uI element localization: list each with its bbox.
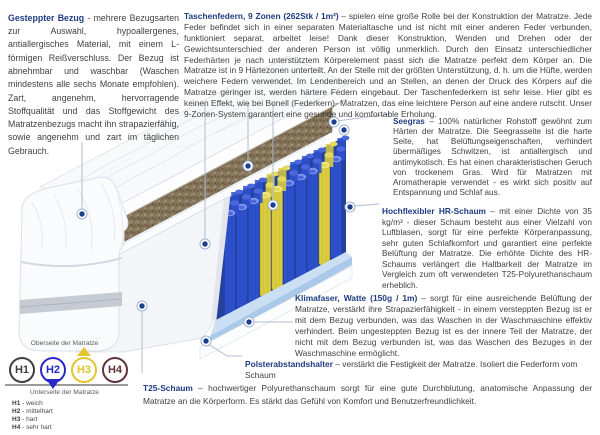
section-climate-fiber: Klimafaser, Watte (150g / 1m) – sorgt für eine ausreichende Belüftung der Matratze, verstärkt ihre Strapazierfähigkeit - in einem versteppten Bezug ist er mit dem Bezug verbunden, was das Waschen in der Waschmaschine effektiv verhindert. Beim ungesteppten Bezug ist es der innere Teil der Matratze, der nicht mit dem Bezug verbunden ist, was das Waschen des Bezuges in der Waschmaschine ermöglicht.: [295, 293, 592, 359]
zone-badge-h1: H1: [9, 357, 35, 383]
section-spacer: Polsterabstandshalter – verstärkt die Festigkeit der Matratze. Isoliert die Federform vom Schaum: [245, 359, 578, 381]
section-t25-foam: T25-Schaum – hochwertiger Polyurethanschaum sorgt für eine gute Durchblutung, anatomische Anpassung der Matratze an die Körperform. Es stärkt das Gefühl von Komfort und Benutzerfreundlichkeit.: [143, 383, 592, 406]
arrow-up-icon: [77, 347, 91, 356]
legend-bottom-label: Unterseite der Matratze: [30, 389, 99, 396]
zone-badge-h4: H4: [102, 357, 128, 383]
legend-top-label: Oberseite der Matratze: [30, 340, 99, 347]
hardness-legend: [0, 336, 135, 435]
arrow-down-icon: [46, 379, 60, 389]
zone-badge-h3: H3: [71, 357, 97, 383]
zone-list-item: H4 - sehr hart: [12, 423, 52, 431]
layer-marker-dot: [200, 239, 210, 249]
layer-marker-dot: [77, 209, 87, 219]
section-pocket-springs: Taschenfedern, 9 Zonen (262Stk / 1m²) – spielen eine große Rolle bei der Konstruktion der Matratze. Jede Feder befindet sich in einer separaten Materialtasche und ist nicht mit einer anderen Feder verbunden, funktioniert separat, arbeitet leise! Dank dieser Konstruktion, Wenden und Drehen oder der Gewichtsunterschied der anderen Person ist völlig unmerklich. Durch den Einsatz unterschiedlicher Federhärten je nach unterstütztem Körperelement passt sich die Matratze perfekt dem Körper an. Die Matratze ist in 9 Härtezonen unterteilt. An der Stelle mit der größten Unterstützung, d. h. um die Hüfte, werden weichere Federn verwendet. Im Lendenbereich und an Stellen, an denen der Druck des Körpers auf die Matratze geringer ist, werden härtere Federn eingebaut. Der Taschenfederkern ist sehr leise. Hier gibt es keinen Effekt, wie bei Bonell (Federkern)- Matratzen, das eine leichtere Person auf eine andere rutscht. Unser 9-Zonen-System garantiert eine gesunde und komfortable Erholung.: [184, 11, 592, 119]
zone-list-item: H1 - weich: [12, 400, 43, 407]
section-cover-heading: Gesteppter Bezug: [8, 12, 85, 23]
layer-marker-dot: [243, 161, 253, 171]
zone-list-item: H2 - mittelhart: [12, 407, 53, 415]
layer-marker-dot: [339, 125, 349, 135]
section-climate-fiber-heading: Klimafaser, Watte (150g / 1m): [295, 293, 418, 304]
section-spacer-heading: Polsterabstandshalter: [245, 359, 333, 370]
layer-marker-dot: [345, 202, 355, 212]
layer-marker-dot: [268, 200, 278, 210]
zone-list: [12, 400, 53, 432]
legend-baseline: [5, 384, 128, 386]
zone-badge-h2: H2: [40, 357, 66, 383]
section-hr-foam-heading: Hochflexibler HR-Schaum: [382, 206, 486, 217]
layer-marker-dot: [137, 301, 147, 311]
section-t25-foam-heading: T25-Schaum: [143, 383, 193, 394]
section-pocket-springs-heading: Taschenfedern, 9 Zonen (262Stk / 1m²): [184, 11, 339, 22]
section-seagrass-heading: Seegras: [393, 117, 425, 127]
zone-list-item: H3 - hart: [12, 415, 38, 423]
layer-marker-dot: [244, 317, 254, 327]
quilted-cover-end: [19, 177, 128, 351]
layer-marker-dot: [201, 336, 211, 346]
section-seagrass: Seegras – 100% natürlicher Rohstoff gewöhnt zum Härten der Matratze. Die Seegrasseite ist die harte Seite, hat Belüftungseigenschaften, verhindert übermäßiges Schwitzen, ist antiallergisch und antimykotisch. Es hat einen charakteristischen Geruch von trockenem Gras. Wird für Matratzen mit Aromatherapie verwendet - es wirkt sich positiv auf Entspannung und Schlaf aus.: [393, 117, 592, 197]
section-cover: Gesteppter Bezug - mehrere Bezugsarten zur Auswahl, hypoallergenes, antiallergisches Material, mit einem L-förmigen Reißverschluss. Der Bezug ist abnehmbar und waschbar (Waschen mindestens alle sechs Monate empfohlen). Zart, angenehm, hervorragende Stoffqualität und das Stoffgewicht des Matratzenbezugs macht ihn strapazierfähig, sowie angenehm und zart im täglichen Gebrauch.: [8, 12, 180, 156]
section-hr-foam: Hochflexibler HR-Schaum – mit einer Dichte von 35 kg/m³ - dieser Schaum besteht aus einer Vielzahl von Luftblasen, sorgt für eine perfekte Körperanpassung, sehr guten Schlafkomfort und garantiert eine perfekte Belüftung der Matratze. Die erhöhte Dichte des HR-Schaums verlängert die Haltbarkeit der Matratze im Vergleich zum oft verwendeten T25-Polyurethanschaum erheblich.: [382, 206, 592, 290]
